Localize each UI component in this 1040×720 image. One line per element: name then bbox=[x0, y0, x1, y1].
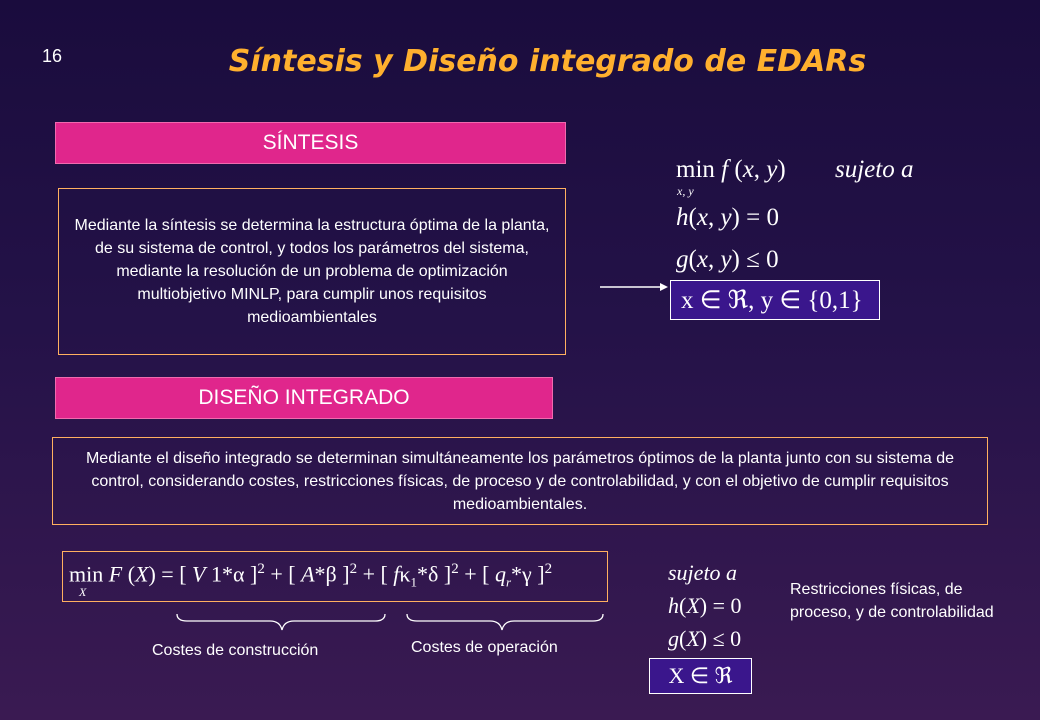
synthesis-equality: h(x, y) = 0 bbox=[676, 204, 779, 231]
integrated-domain: X ∈ ℜ bbox=[649, 658, 752, 694]
objective-formula-box bbox=[62, 551, 608, 602]
synthesis-subject-to bbox=[835, 156, 913, 184]
integrated-design-heading: DISEÑO INTEGRADO bbox=[55, 377, 553, 419]
synthesis-inequality: g(x, y) ≤ 0 bbox=[676, 246, 779, 273]
integrated-equality: h(X) = 0 bbox=[668, 593, 742, 618]
slide-number: 16 bbox=[42, 46, 63, 66]
cost-braces bbox=[175, 612, 615, 634]
synthesis-subject-to-text: sujeto a bbox=[835, 156, 914, 183]
synthesis-description bbox=[58, 188, 566, 355]
synthesis-objective: min f (x, y) bbox=[676, 156, 786, 183]
synthesis-heading: SÍNTESIS bbox=[55, 122, 566, 164]
integrated-subject-to bbox=[668, 560, 737, 586]
restrictions-note: Restricciones físicas, de proceso, y de controlabilidad bbox=[790, 581, 994, 621]
construction-costs-label: Costes de construcción bbox=[152, 642, 319, 659]
synthesis-domain: x ∈ ℜ, y ∈ {0,1} bbox=[670, 280, 880, 320]
synthesis-objective-subscript: x, y bbox=[677, 184, 694, 198]
objective-formula: min F (X) = [ V 1*α ]$^2$ + [ A*β ]$^2$ + [ $f\kappa_1*\delta$ ]$^2$ + [ $q_r*\gamma$ ]$^2$ bbox=[69, 561, 553, 590]
integrated-design-description-text: Mediante el diseño integrado se determinan simultáneamente los parámetros óptimos de la planta junto con su sistema de control, considerando costes, restricciones físicas, de proceso y de controlabilidad, y con el objetivo de cumplir requisitos medioambientales. bbox=[85, 449, 955, 513]
objective-subscript: X bbox=[79, 585, 87, 599]
slide-title: Síntesis y Diseño integrado de EDARs bbox=[228, 44, 867, 79]
synthesis-description-text: Mediante la síntesis se determina la estructura óptima de la planta, de su sistema de control, y todos los parámetros del sistema, mediante la resolución de un problema de optimización multiobjetivo MINLP, para cumplir unos requisitos medioambientales bbox=[74, 217, 550, 326]
operation-costs-label: Costes de operación bbox=[411, 639, 558, 656]
integrated-subject-to-text: sujeto a bbox=[668, 560, 738, 585]
integrated-design-description bbox=[52, 437, 988, 525]
integrated-inequality: g(X) ≤ 0 bbox=[668, 626, 742, 651]
arrow-icon bbox=[598, 280, 670, 294]
